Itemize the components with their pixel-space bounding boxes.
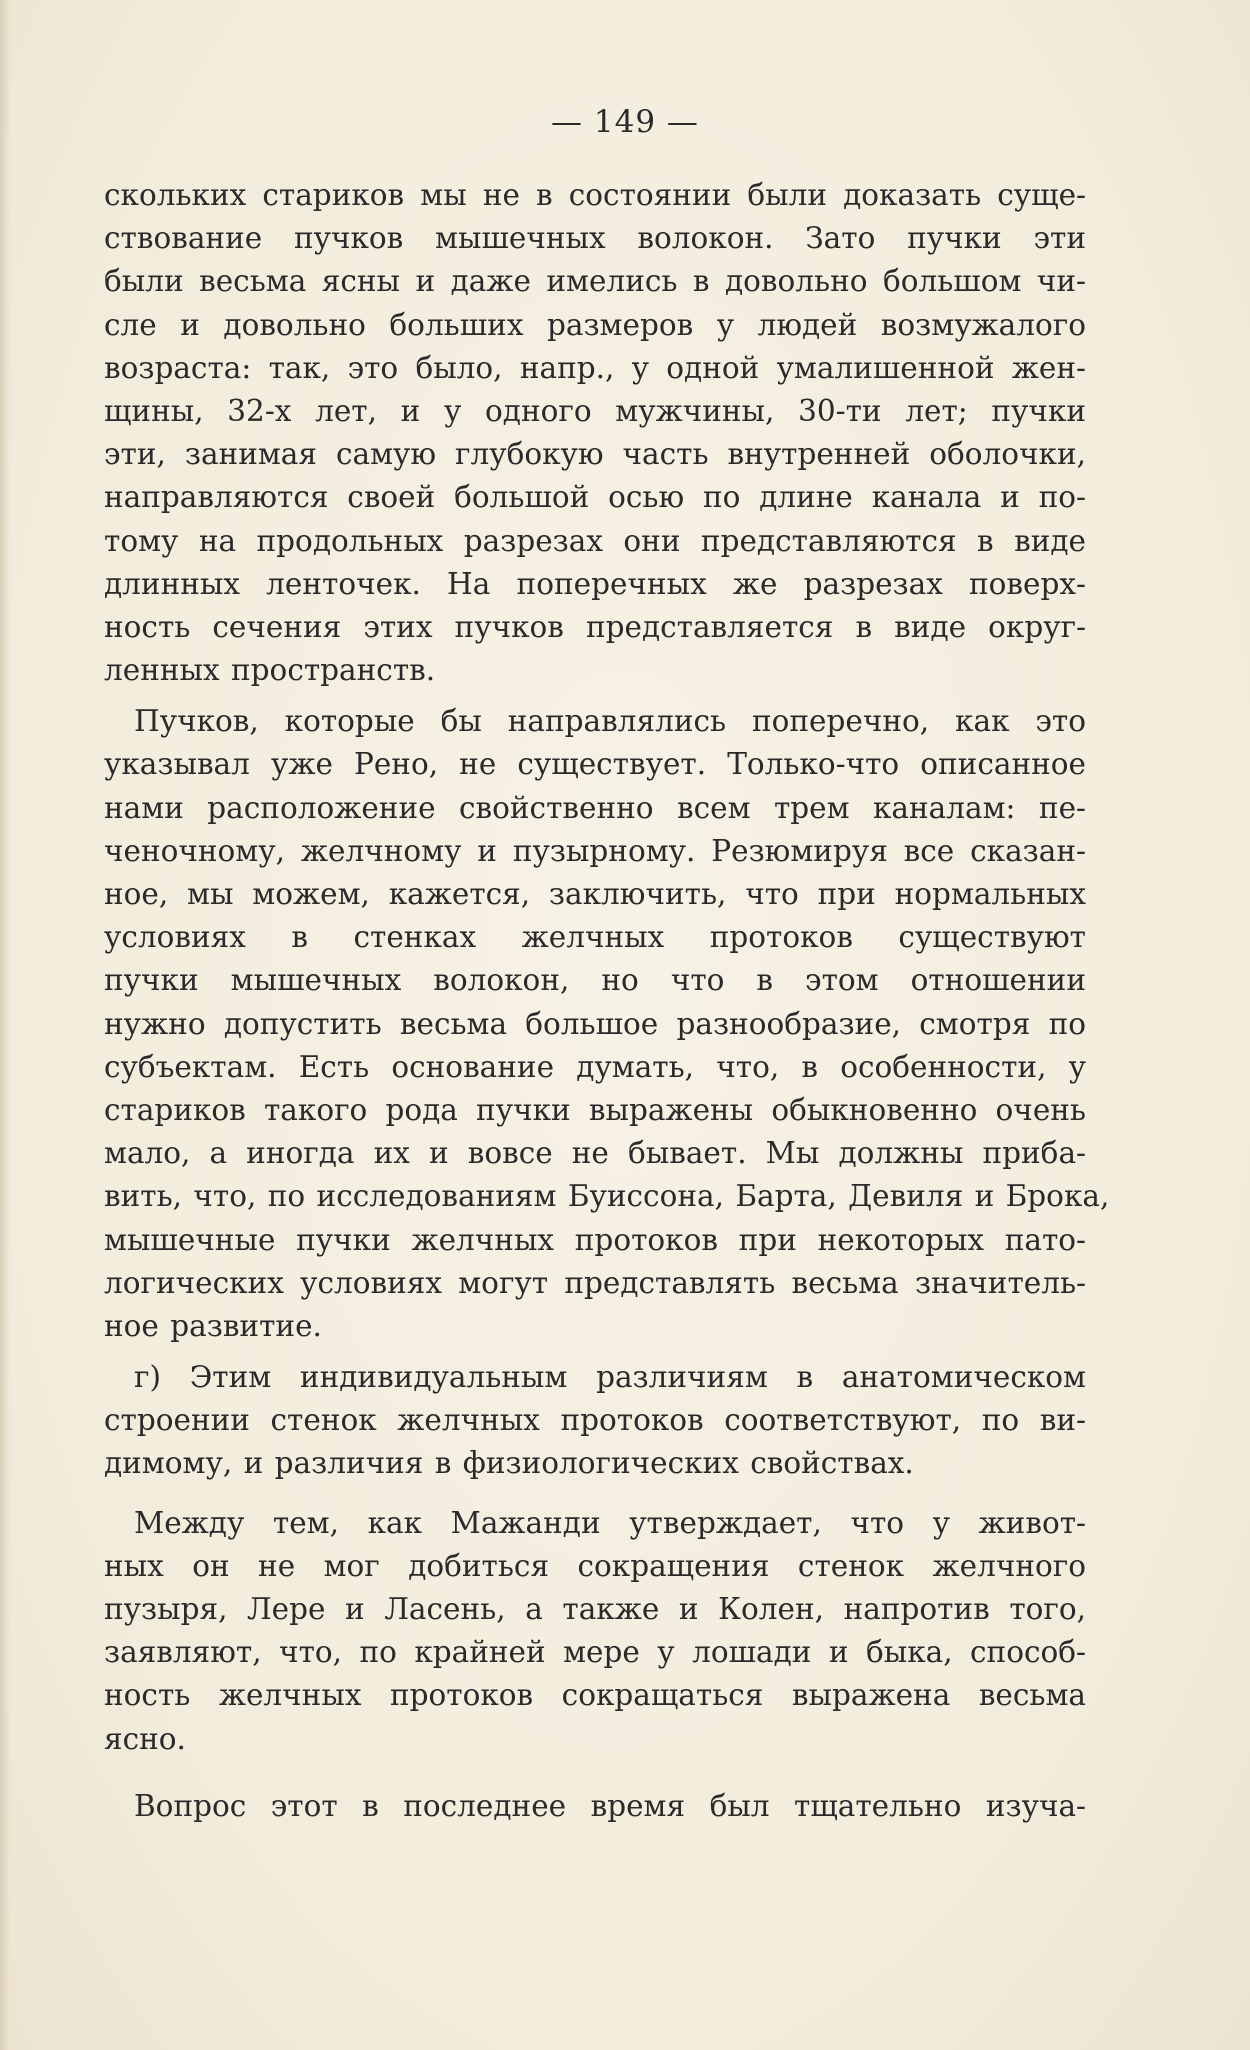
text-line: щины, 32-х лет, и у одного мужчины, 30-ти лет; пучки — [104, 393, 1086, 428]
text-line: возраста: так, это было, напр., у одной умалишенной жен- — [104, 350, 1086, 385]
text-line: Вопрос этот в последнее время был тщательно изуча- — [134, 1788, 1086, 1823]
text-line: направляются своей большой осью по длине канала и по- — [104, 480, 1086, 515]
text-line: заявляют, что, по крайней мере у лошади и быка, способ- — [104, 1635, 1086, 1670]
text-line: эти, занимая самую глубокую часть внутренней оболочки, — [104, 437, 1086, 472]
text-line: г) Этим индивидуальным различиям в анатомическом — [134, 1360, 1086, 1395]
text-line: вить, что, по исследованиям Буиссона, Барта, Девиля и Брока, — [104, 1179, 1110, 1214]
text-line: длинных ленточек. На поперечных же разрезах поверх- — [104, 566, 1086, 601]
text-line: нами расположение свойственно всем трем каналам: пе- — [104, 790, 1086, 825]
page-binding-edge — [0, 0, 10, 2050]
text-line: ное развитие. — [104, 1308, 322, 1343]
page-number: — 149 — — [551, 104, 699, 140]
text-line: ствование пучков мышечных волокон. Зато пучки эти — [104, 221, 1086, 256]
text-line: тому на продольных разрезах они представляются в виде — [104, 523, 1086, 558]
text-line: были весьма ясны и даже имелись в довольно большом чи- — [104, 264, 1086, 299]
text-line: условиях в стенках желчных протоков существуют — [104, 920, 1086, 955]
text-line: стариков такого рода пучки выражены обыкновенно очень — [104, 1092, 1086, 1127]
text-line: строении стенок желчных протоков соответствуют, по ви- — [104, 1403, 1086, 1438]
text-line: мышечные пучки желчных протоков при некоторых пато- — [104, 1222, 1086, 1257]
text-line: нужно допустить весьма большое разнообразие, смотря по — [104, 1006, 1086, 1041]
text-line: пузыря, Лере и Ласень, а также и Колен, напротив того, — [104, 1592, 1086, 1626]
text-line: димому, и различия в физиологических свойствах. — [104, 1446, 914, 1481]
text-line: ченочному, желчному и пузырному. Резюмируя все сказан- — [104, 833, 1086, 868]
text-line: пучки мышечных волокон, но что в этом отношении — [104, 963, 1086, 998]
body-text — [104, 174, 1110, 1828]
text-line: Между тем, как Мажанди утверждает, что у живот- — [134, 1505, 1086, 1540]
text-line: ясно. — [104, 1721, 186, 1756]
text-line: ленных пространств. — [104, 653, 436, 688]
text-line: ное, мы можем, кажется, заключить, что при нормальных — [104, 877, 1086, 911]
text-line: скольких стариков мы не в состоянии были доказать суще- — [104, 178, 1086, 212]
text-line: сле и довольно больших размеров у людей возмужалого — [104, 307, 1086, 342]
text-line: ность сечения этих пучков представляется в виде округ- — [104, 609, 1086, 644]
text-line: ных он не мог добиться сокращения стенок желчного — [104, 1548, 1086, 1583]
text-line: ность желчных протоков сокращаться выражена весьма — [104, 1678, 1086, 1713]
text-line: указывал уже Рено, не существует. Только-что описанное — [104, 747, 1086, 782]
text-line: Пучков, которые бы направлялись поперечно, как это — [134, 704, 1086, 739]
text-line: логических условиях могут представлять весьма значитель- — [104, 1265, 1086, 1300]
text-line: мало, а иногда их и вовсе не бывает. Мы должны приба- — [104, 1136, 1086, 1171]
text-line: субъектам. Есть основание думать, что, в особенности, у — [104, 1049, 1086, 1084]
